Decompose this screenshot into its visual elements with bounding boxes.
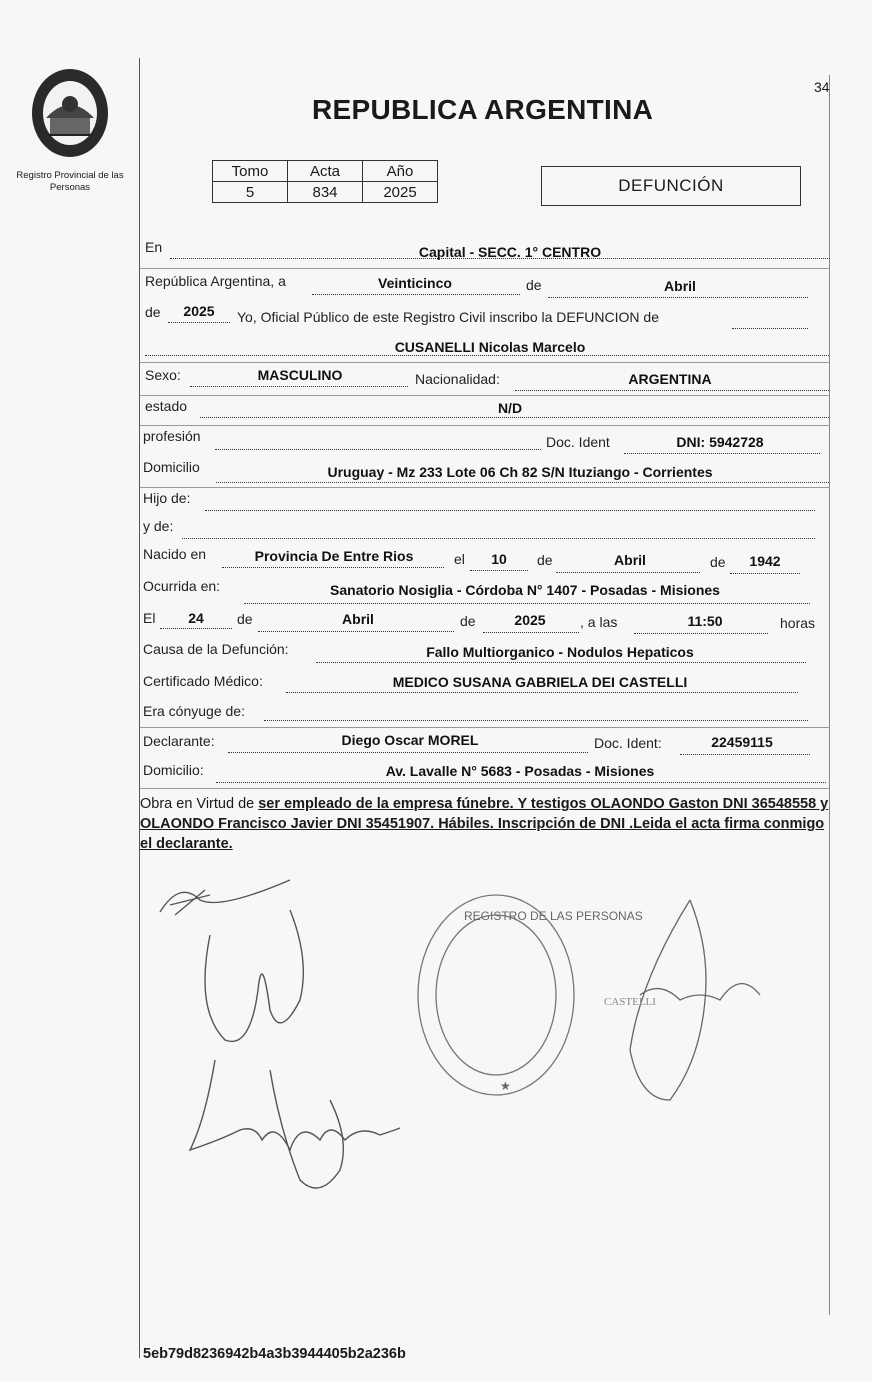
causa-value: Fallo Multiorganico - Nodulos Hepaticos [426, 644, 694, 660]
dotted-line [216, 482, 829, 483]
dotted-line [182, 538, 815, 539]
dotted-line [222, 567, 444, 568]
dotted-line [145, 355, 829, 356]
el-label: El [143, 610, 156, 626]
row-rule [140, 268, 830, 269]
el-label: el [454, 551, 465, 567]
row-rule [140, 425, 830, 426]
dotted-line [732, 328, 808, 329]
dotted-line [730, 573, 800, 574]
row-rule [140, 788, 830, 789]
dotted-line [205, 510, 815, 511]
y-de-label: y de: [143, 518, 174, 534]
dotted-line [634, 633, 768, 634]
dotted-line [168, 322, 230, 323]
row-rule [140, 727, 830, 728]
dotted-line [483, 632, 579, 633]
dotted-line [556, 572, 700, 573]
officer-signature [604, 900, 760, 1100]
dotted-line [244, 603, 810, 604]
row-rule [140, 487, 830, 488]
doc-ident-label: Doc. Ident: [594, 735, 662, 751]
certificado-label: Certificado Médico: [143, 673, 263, 689]
domicilio-label: Domicilio: [143, 762, 204, 778]
tomo-value: 5 [213, 182, 288, 203]
obra-prefix: Obra en Virtud de [140, 796, 259, 812]
a-las-label: , a las [580, 614, 618, 630]
acta-header: Acta [288, 161, 363, 182]
sexo-label: Sexo: [145, 367, 181, 383]
dotted-line [264, 720, 808, 721]
certificado-value: MEDICO SUSANA GABRIELA DEI CASTELLI [392, 674, 688, 690]
estado-value: N/D [497, 400, 523, 416]
declarante-dni: 22459115 [711, 734, 773, 750]
dotted-line [258, 631, 454, 632]
de-label: de [237, 611, 253, 627]
dotted-line [316, 662, 806, 663]
birth-place: Provincia De Entre Rios [254, 548, 414, 564]
dotted-line [190, 386, 408, 387]
ano-value: 2025 [363, 182, 438, 203]
dotted-line [515, 390, 829, 391]
conyuge-label: Era cónyuge de: [143, 703, 245, 719]
registry-label: Registro Provincial de las Personas [16, 170, 124, 193]
acta-value: 834 [288, 182, 363, 203]
death-day: 24 [188, 610, 204, 626]
record-type-box: DEFUNCIÓN [541, 166, 801, 206]
republica-label: República Argentina, a [145, 273, 286, 289]
ocurrida-value: Sanatorio Nosiglia - Córdoba N° 1407 - Posadas - Misiones [330, 582, 720, 598]
domicilio-value: Uruguay - Mz 233 Lote 06 Ch 82 S/N Ituziango - Corrientes [327, 464, 713, 480]
domicilio-declarante-value: Av. Lavalle N° 5683 - Posadas - Misiones [385, 763, 655, 779]
de-label: de [460, 613, 476, 629]
obra-paragraph [140, 794, 830, 854]
causa-label: Causa de la Defunción: [143, 641, 289, 657]
book-reference-table [212, 160, 438, 203]
ano-header: Año [363, 161, 438, 182]
handwritten-signature-left [160, 880, 400, 1188]
deceased-name: CUSANELLI Nicolas Marcelo [394, 339, 586, 355]
place-value: Capital - SECC. 1° CENTRO [418, 244, 602, 260]
row-rule [140, 362, 830, 363]
provincial-seal [32, 69, 108, 157]
ocurrida-label: Ocurrida en: [143, 578, 221, 594]
sexo-value: MASCULINO [257, 367, 343, 383]
dotted-line [160, 628, 232, 629]
declarante-label: Declarante: [143, 733, 215, 749]
nacionalidad-label: Nacionalidad: [415, 371, 500, 387]
dotted-line [286, 692, 798, 693]
hijo-label: Hijo de: [143, 490, 191, 506]
svg-text:CASTELLI: CASTELLI [604, 996, 656, 1008]
de-label: de [526, 277, 542, 293]
dotted-line [216, 782, 826, 783]
domicilio-label: Domicilio [143, 459, 200, 475]
registry-round-stamp [418, 895, 643, 1095]
year-value: 2025 [183, 303, 215, 319]
profesion-label: profesión [143, 428, 201, 444]
birth-year: 1942 [749, 553, 781, 569]
tomo-header: Tomo [213, 161, 288, 182]
oficial-text: Yo, Oficial Público de este Registro Civil inscribo la DEFUNCION de [237, 309, 659, 325]
obra-text: ser empleado de la empresa fúnebre. Y testigos OLAONDO Gaston DNI 36548558 y OLAONDO Francisco Javier DNI 35451907. Hábiles. Inscripción de DNI .Leida el acta firma conmigo el declarante. [140, 796, 829, 852]
doc-ident-value: DNI: 5942728 [676, 434, 764, 450]
en-label: En [145, 239, 163, 255]
dotted-line [312, 294, 520, 295]
dotted-line [680, 754, 810, 755]
nacionalidad-value: ARGENTINA [628, 371, 712, 387]
doc-ident-label: Doc. Ident [546, 434, 610, 450]
svg-text:★: ★ [500, 1079, 511, 1093]
death-month: Abril [342, 611, 374, 627]
horas-label: horas [780, 615, 816, 631]
dotted-line [200, 417, 829, 418]
page-title: REPUBLICA ARGENTINA [312, 94, 654, 125]
nacido-label: Nacido en [143, 546, 207, 562]
month-value: Abril [664, 278, 696, 294]
document-hash: 5eb79d8236942b4a3b3944405b2a236b [143, 1346, 406, 1362]
row-rule [140, 395, 830, 396]
day-value: Veinticinco [378, 275, 452, 291]
page-number: 34 [814, 79, 830, 95]
dotted-line [548, 297, 808, 298]
death-time: 11:50 [687, 613, 723, 629]
estado-label: estado [145, 398, 188, 414]
declarante-value: Diego Oscar MOREL [341, 732, 479, 748]
birth-month: Abril [614, 552, 646, 568]
dotted-line [624, 453, 820, 454]
de-label: de [145, 304, 161, 320]
de-label: de [710, 554, 726, 570]
dotted-line [228, 752, 588, 753]
de-label: de [537, 552, 553, 568]
stamp-text: REGISTRO DE LAS PERSONAS [464, 909, 643, 923]
dotted-line [470, 570, 528, 571]
death-year: 2025 [514, 612, 546, 628]
dotted-line [215, 449, 541, 450]
birth-day: 10 [491, 551, 507, 567]
